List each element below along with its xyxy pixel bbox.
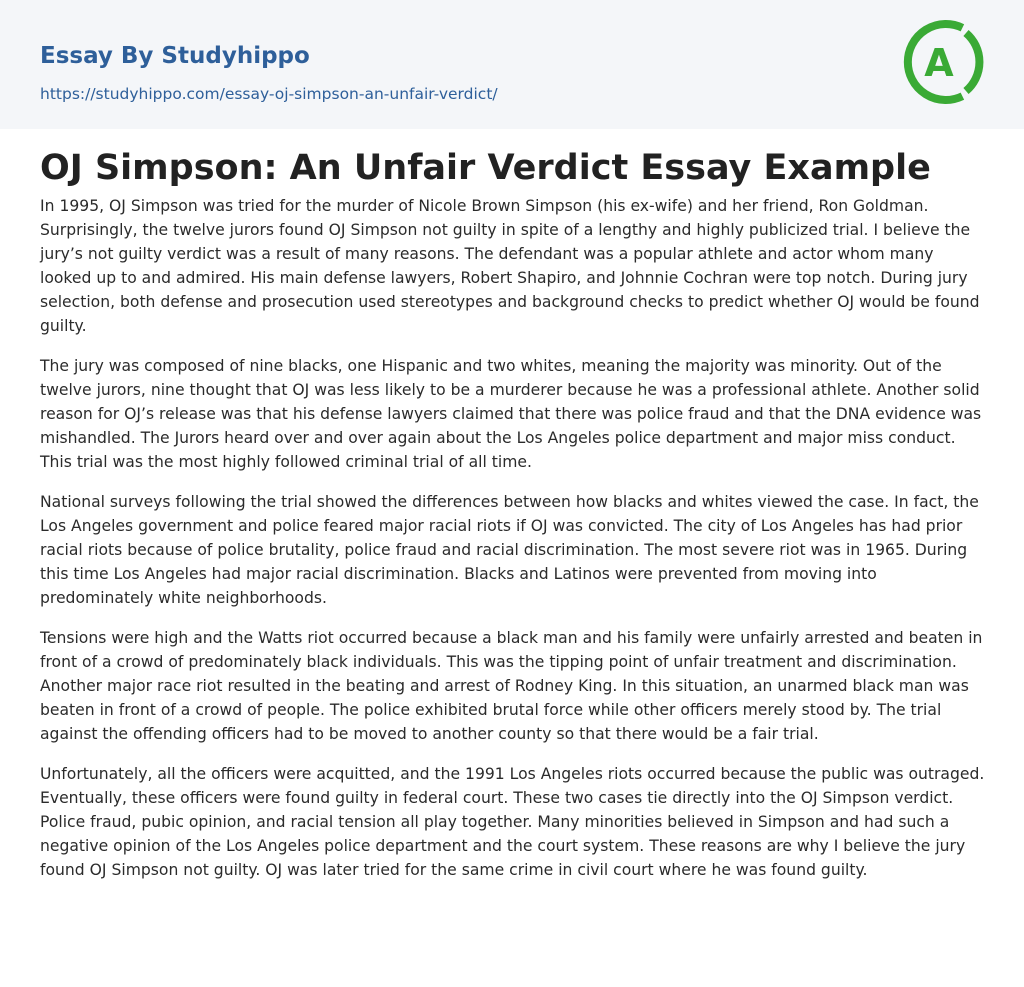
logo-letter: A [924,41,954,85]
essay-paragraph: National surveys following the trial showed the differences between how blacks and whites viewed the case. In fact, the Los Angeles government and police feared major racial riots if OJ was convicted. The city of Los Angeles has had prior racial riots because of police brutality, police fraud and racial discrimination. The most severe riot was in 1965. During this time Los Angeles had major racial discrimination. Blacks and Latinos were prevented from moving into predominately white neighborhoods. [40,493,979,607]
site-title[interactable]: Essay By Studyhippo [40,43,310,69]
studyhippo-logo-icon[interactable] [896,19,986,105]
essay-paragraph: The jury was composed of nine blacks, one Hispanic and two whites, meaning the majority was minority. Out of the twelve jurors, nine thought that OJ was less likely to be a murderer because he was a professional athlete. Another solid reason for OJ’s release was that his defense lawyers claimed that there was police fraud and that the DNA evidence was mishandled. The Jurors heard over and over again about the Los Angeles police department and major miss conduct. This trial was the most highly followed criminal trial of all time. [40,357,982,471]
essay-paragraph: Unfortunately, all the officers were acquitted, and the 1991 Los Angeles riots occurred because the public was outraged. Eventually, these officers were found guilty in federal court. These two cases tie directly into the OJ Simpson verdict. Police fraud, pubic opinion, and racial tension all play together. Many minorities believed in Simpson and had such a negative opinion of the Los Angeles police department and the court system. These reasons are why I believe the jury found OJ Simpson not guilty. OJ was later tried for the same crime in civil court where he was found guilty. [40,765,985,879]
essay-body [40,194,987,898]
logo-ring-right [966,33,979,91]
essay-title: OJ Simpson: An Unfair Verdict Essay Example [40,148,931,188]
essay-paragraph: Tensions were high and the Watts riot occurred because a black man and his family were unfairly arrested and beaten in front of a crowd of predominately black individuals. This was the tipping point of unfair treatment and discrimination. Another major race riot resulted in the beating and arrest of Rodney King. In this situation, an unarmed black man was beaten in front of a crowd of people. The police exhibited brutal force while other officers merely stood by. The trial against the offending officers had to be moved to another county so that there would be a fair trial. [40,629,983,743]
essay-url-link[interactable]: https://studyhippo.com/essay-oj-simpson-an-unfair-verdict/ [40,85,498,103]
site-header [0,0,1024,129]
essay-paragraph: In 1995, OJ Simpson was tried for the murder of Nicole Brown Simpson (his ex-wife) and her friend, Ron Goldman. Surprisingly, the twelve jurors found OJ Simpson not guilty in spite of a lengthy and highly publicized trial. I believe the jury’s not guilty verdict was a result of many reasons. The defendant was a popular athlete and actor whom many looked up to and admired. His main defense lawyers, Robert Shapiro, and Johnnie Cochran were top notch. During jury selection, both defense and prosecution used stereotypes and background checks to predict whether OJ would be found guilty. [40,197,980,335]
